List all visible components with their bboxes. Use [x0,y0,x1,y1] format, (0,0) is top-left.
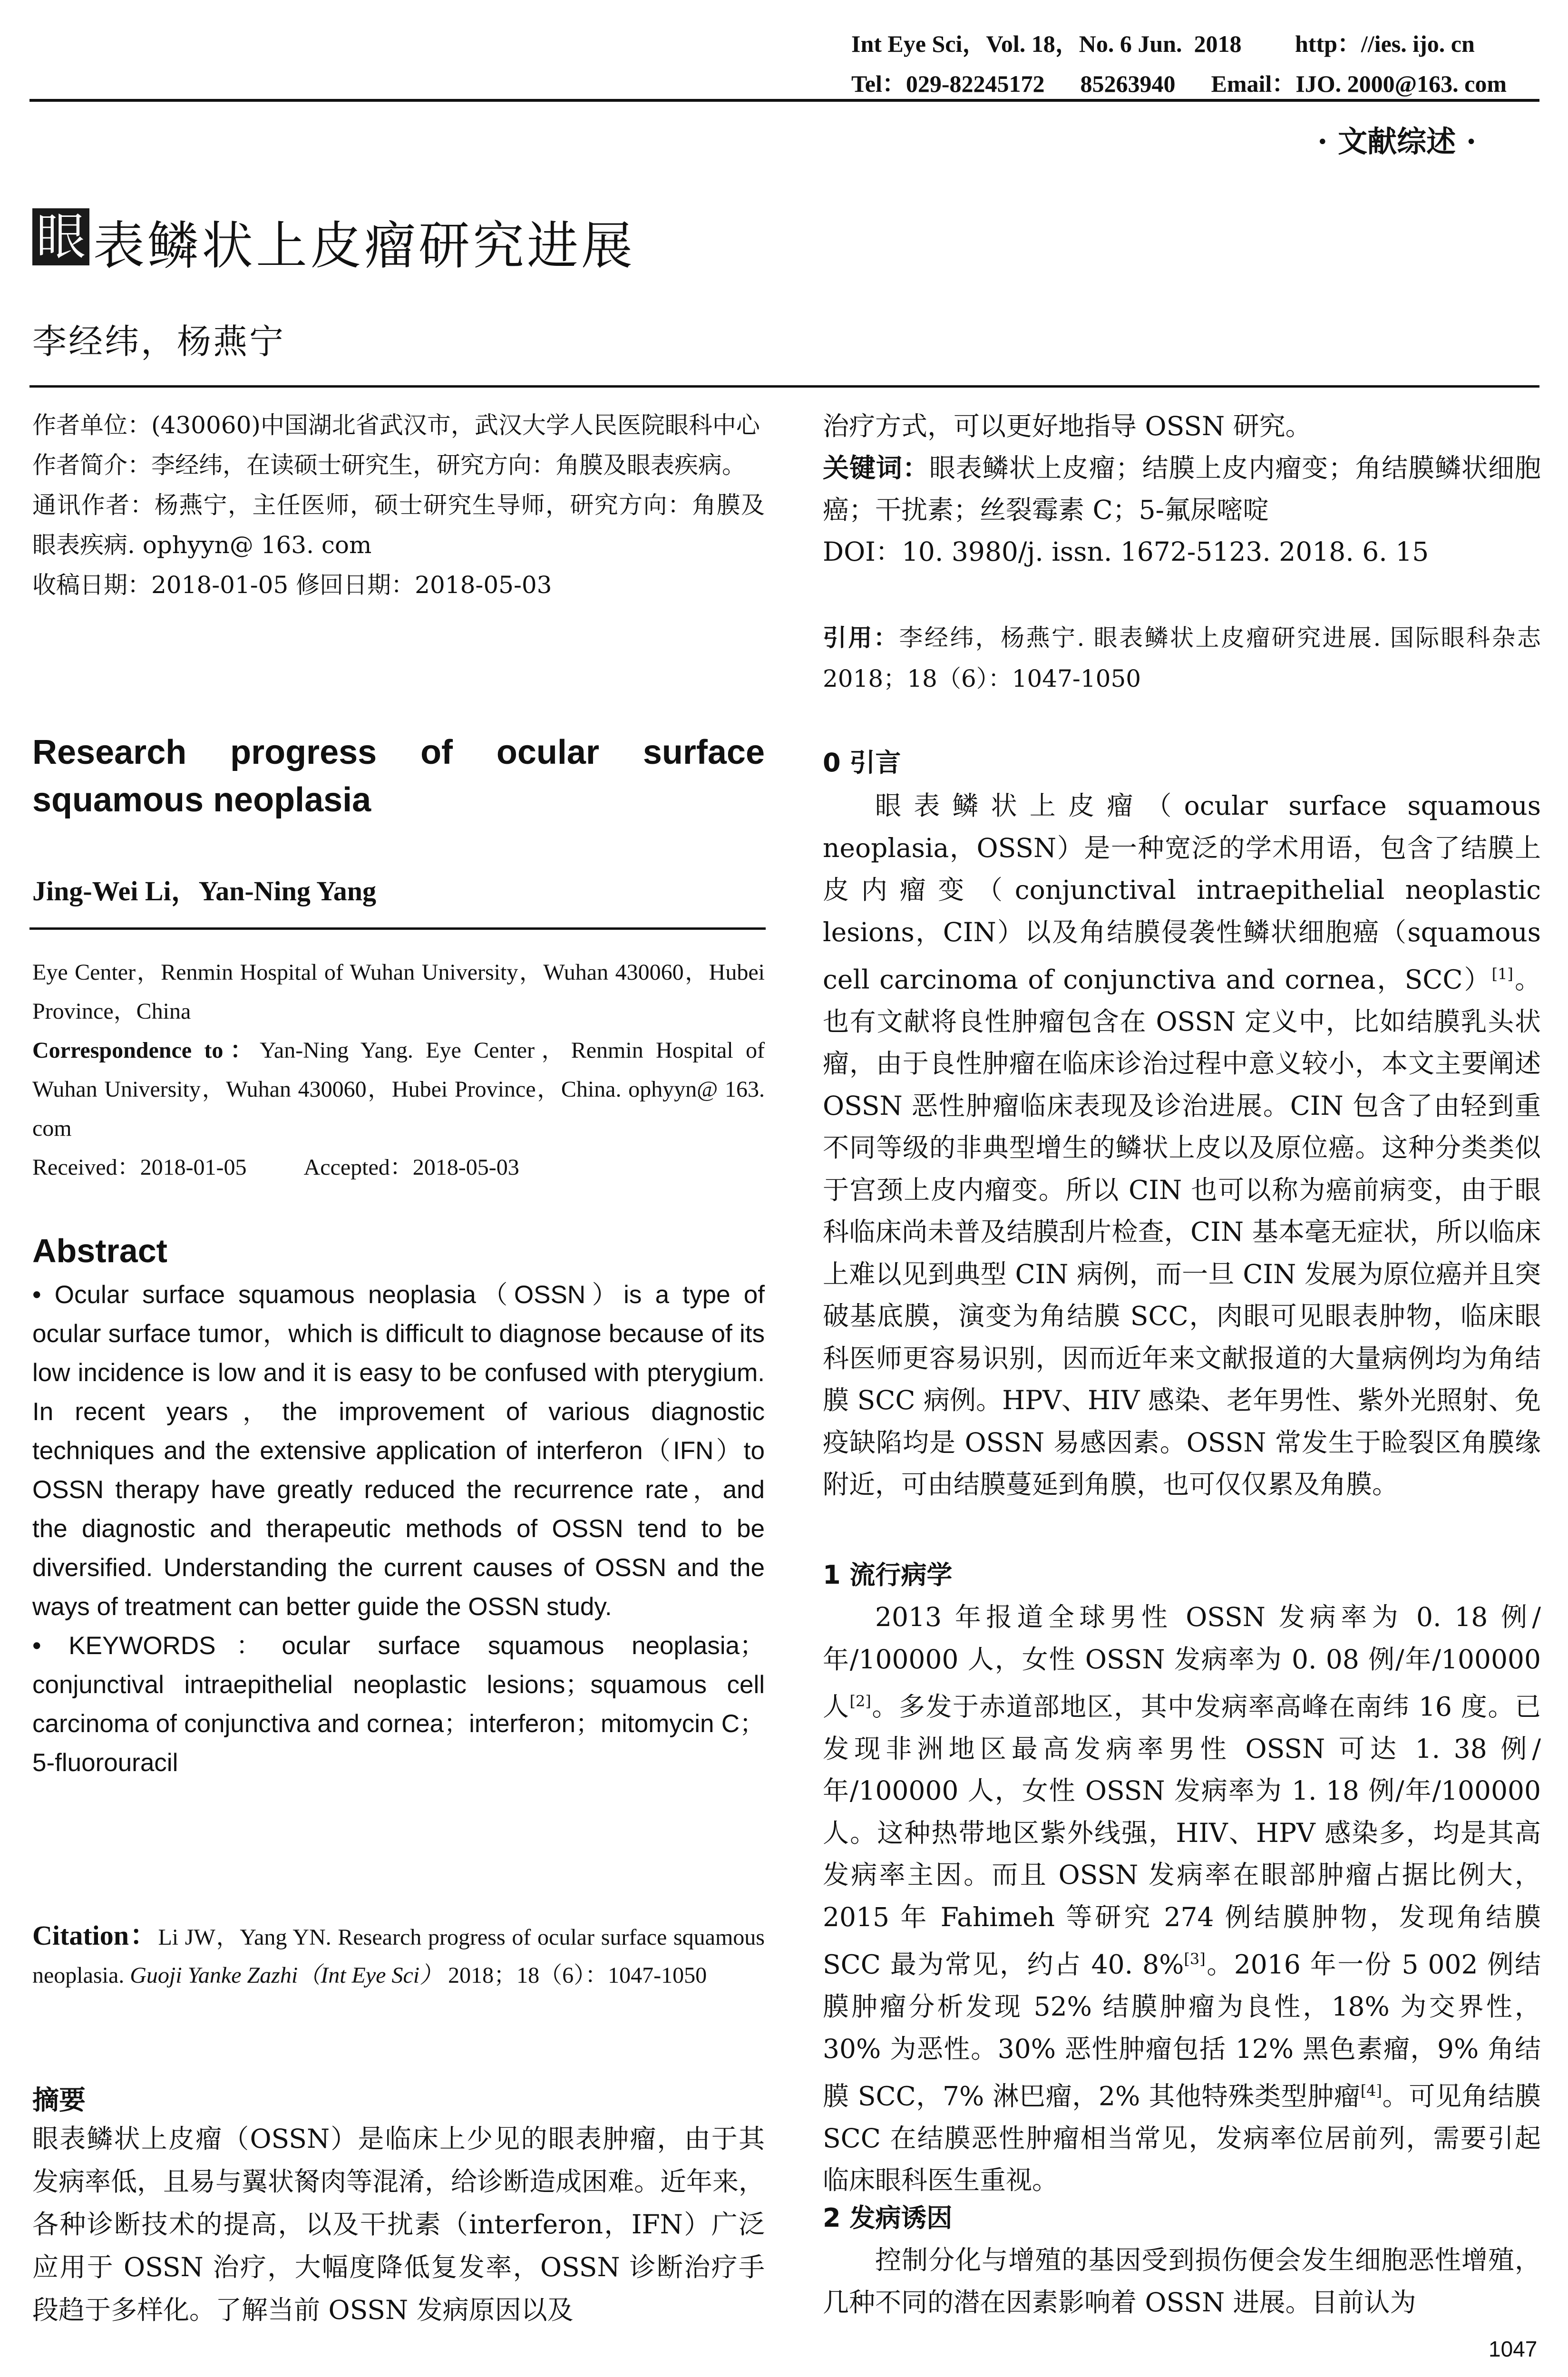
section-tag: · 文献综述 · [1317,124,1477,159]
s1-text-a: 2013 年报道全球男性 OSSN 发病率为 0. 18 例/年/100000 人，女性 OSSN 发病率为 0. 08 例/年/100000 人 [823,1602,1541,1722]
header-rule [29,99,1539,102]
affiliation-block [32,405,765,605]
cn-abstract-continued: 治疗方式，可以更好地指导 OSSN 研究。 [823,411,1312,441]
section-0-heading: 0 引言 [823,748,901,778]
cn-keywords [823,447,1541,531]
citation-journal: Guoji Yanke Zazhi（Int Eye Sci） [130,1963,443,1988]
english-affiliation-block [32,953,765,1187]
affiliation-unit: 作者单位：(430060)中国湖北省武汉市，武汉大学人民医院眼科中心 [32,411,760,439]
accepted-date: Accepted：2018-05-03 [303,1155,519,1180]
s0-text-b: 。也有文献将良性肿瘤包含在 OSSN 定义中，比如结膜乳头状瘤，由于良性肿瘤在临床诊治过程中意义较小，本文主要阐述 OSSN 恶性肿瘤临床表现及诊治进展。CIN 包含了由轻到重不同等级的非典型增生的鳞状上皮以及原位癌。这种分类类似于宫颈上皮内瘤变。所以 CIN 也可以称为癌前病变，由于眼科临床尚未普及结膜刮片检查，CIN 基本毫无症状，所以临床上难以见到典型 CIN 病例，而一旦 CIN 发展为原位癌并且突破基底膜，演变为角结膜 SCC，肉眼可见眼表肿物，临床眼科医师更容易识别，因而近年来文献报道的大量病例均为角结膜 SCC 病例。HPV、HIV 感染、老年男性、紫外光照射、免疫缺陷均是 OSSN 易感因素。OSSN 常发生于睑裂区角膜缘附近，可由结膜蔓延到角膜，也可仅仅累及角膜。 [823,964,1541,1500]
cn-keywords-label: 关键词： [823,453,929,483]
english-affiliation: Eye Center，Renmin Hospital of Wuhan University，Wuhan 430060，Hubei Province，China [32,960,765,1024]
received-date: Received：2018-01-05 [32,1155,247,1180]
paper-title: 表鳞状上皮瘤研究进展 [93,216,636,276]
s1-text-c: 。2016 年一份 5 002 例结膜肿瘤分析发现 52% 结膜肿瘤为良性，18% 为交界性，30% 为恶性。30% 恶性肿瘤包括 12% 黑色素瘤，9% 角结膜 SCC，7% 淋巴瘤，2% 其他特殊类型肿瘤 [823,1949,1541,2112]
section-2-body [823,2239,1541,2323]
cn-citation [823,617,1541,699]
section-0-paragraph [823,785,1541,1506]
ref-3: [3] [1184,1950,1206,1968]
english-citation [32,1917,765,1995]
citation-label: Citation： [32,1920,158,1951]
section-0-body [823,785,1541,1506]
english-authors: Jing-Wei Li，Yan-Ning Yang [32,876,376,906]
english-title: Research progress of ocular surface squamous neoplasia [32,733,765,819]
right-top-block [823,405,1541,573]
correspondence-label: Correspondence to： [32,1038,260,1063]
abstract-heading: Abstract [32,1232,167,1269]
dates: 收稿日期：2018-01-05 修回日期：2018-05-03 [32,571,552,599]
corresponding-author: 通讯作者：杨燕宁，主任医师，硕士研究生导师，研究方向：角膜及眼表疾病. ophyyn@ 163. com [32,491,765,559]
s1-text-d: 。可见角结膜 SCC 在结膜恶性肿瘤相当常见，发病率位居前列，需要引起临床眼科医生重视。 [823,2081,1541,2196]
english-dates [32,1148,765,1187]
english-correspondence [32,1031,765,1148]
en-rule [29,927,766,930]
s0-text-a: 眼表鳞状上皮瘤（ocular surface squamous neoplasia，OSSN）是一种宽泛的学术用语，包含了结膜上皮内瘤变（conjunctival intraepithelial neoplastic lesions，CIN）以及角结膜侵袭性鳞状细胞癌（squamous cell carcinoma of conjunctiva and cornea，SCC） [823,790,1541,995]
journal-info: Int Eye Sci，Vol. 18，No. 6 Jun. 2018 http：//ies. ijo. cn [851,30,1475,57]
section-2-heading: 2 发病诱因 [823,2203,953,2233]
journal-contact: Tel：029-82245172 85263940 Email：IJO. 2000@163. com [851,70,1507,97]
citation-text-a: Li JW，Yang YN. Research progress of ocular surface squamous neoplasia. [32,1925,765,1988]
page-number: 1047 [1489,2337,1538,2361]
title-rule [29,385,1539,388]
cn-citation-text: 李经纬，杨燕宁. 眼表鳞状上皮瘤研究进展. 国际眼科杂志 2018；18（6）：1047-1050 [823,624,1541,692]
section-1-heading: 1 流行病学 [823,1560,953,1590]
abstract-block [32,1276,765,1783]
author-intro: 作者简介：李经纬，在读硕士研究生，研究方向：角膜及眼表疾病。 [32,451,746,479]
section-2-paragraph: 控制分化与增殖的基因受到损伤便会发生细胞恶性增殖，几种不同的潜在因素影响着 OSSN 进展。目前认为 [823,2245,1541,2318]
authors-cn: 李经纬，杨燕宁 [32,321,286,361]
abstract-text: • Ocular surface squamous neoplasia（OSSN）is a type of ocular surface tumor，which is difficult to diagnose because of its low incidence is low and it is easy to be confused with pterygium. In recent years，the improvement of various diagnostic techniques and the extensive application of interferon（IFN）to OSSN therapy have greatly reduced the recurrence rate，and the diagnostic and therapeutic methods of OSSN tend to be diversified. Understanding the current causes of OSSN and the ways of treatment can better guide the OSSN study. [32,1281,765,1621]
ref-1: [1] [1491,965,1513,983]
cn-abstract-text: 眼表鳞状上皮瘤（OSSN）是临床上少见的眼表肿瘤，由于其发病率低，且易与翼状胬肉等混淆，给诊断造成困难。近年来，各种诊断技术的提高，以及干扰素（interferon，IFN）广泛应用于 OSSN 治疗，大幅度降低复发率，OSSN 诊断治疗手段趋于多样化。了解当前 OSSN 发病原因以及 [32,2124,765,2325]
english-keywords: • KEYWORDS：ocular surface squamous neoplasia；conjunctival intraepithelial neoplastic lesions；squamous cell carcinoma of conjunctiva and cornea；interferon；mitomycin C；5-fluorouracil [32,1632,765,1777]
ref-2: [2] [849,1692,871,1710]
cn-abstract-heading: 摘要 [32,2085,86,2116]
section-1-body [823,1596,1541,2202]
title-first-char: 眼 [32,208,89,265]
doi: DOI：10. 3980/j. issn. 1672-5123. 2018. 6. 15 [823,536,1429,567]
section-1-paragraph [823,1596,1541,2202]
s1-text-b: 。多发于赤道部地区，其中发病率高峰在南纬 16 度。已发现非洲地区最高发病率男性 OSSN 可达 1. 38 例/年/100000 人，女性 OSSN 发病率为 1. 18 例/年/100000 人。这种热带地区紫外线强，HIV、HPV 感染多，均是其高发病率主因。而且 OSSN 发病率在眼部肿瘤占据比例大，2015 年 Fahimeh 等研究 274 例结膜肿物，发现角结膜 SCC 最为常见，约占 40. 8% [823,1691,1541,1980]
ref-4: [4] [1360,2082,1383,2100]
correspondence-text: Yan-Ning Yang. Eye Center，Renmin Hospital of Wuhan University，Wuhan 430060，Hubei Province，China. ophyyn@ 163. com [32,1038,765,1141]
cn-citation-label: 引用： [823,624,899,652]
cn-keywords-text: 眼表鳞状上皮瘤；结膜上皮内瘤变；角结膜鳞状细胞癌；干扰素；丝裂霉素 C；5-氟尿嘧啶 [823,453,1541,525]
citation-text-b: 2018；18（6）：1047-1050 [442,1963,707,1988]
